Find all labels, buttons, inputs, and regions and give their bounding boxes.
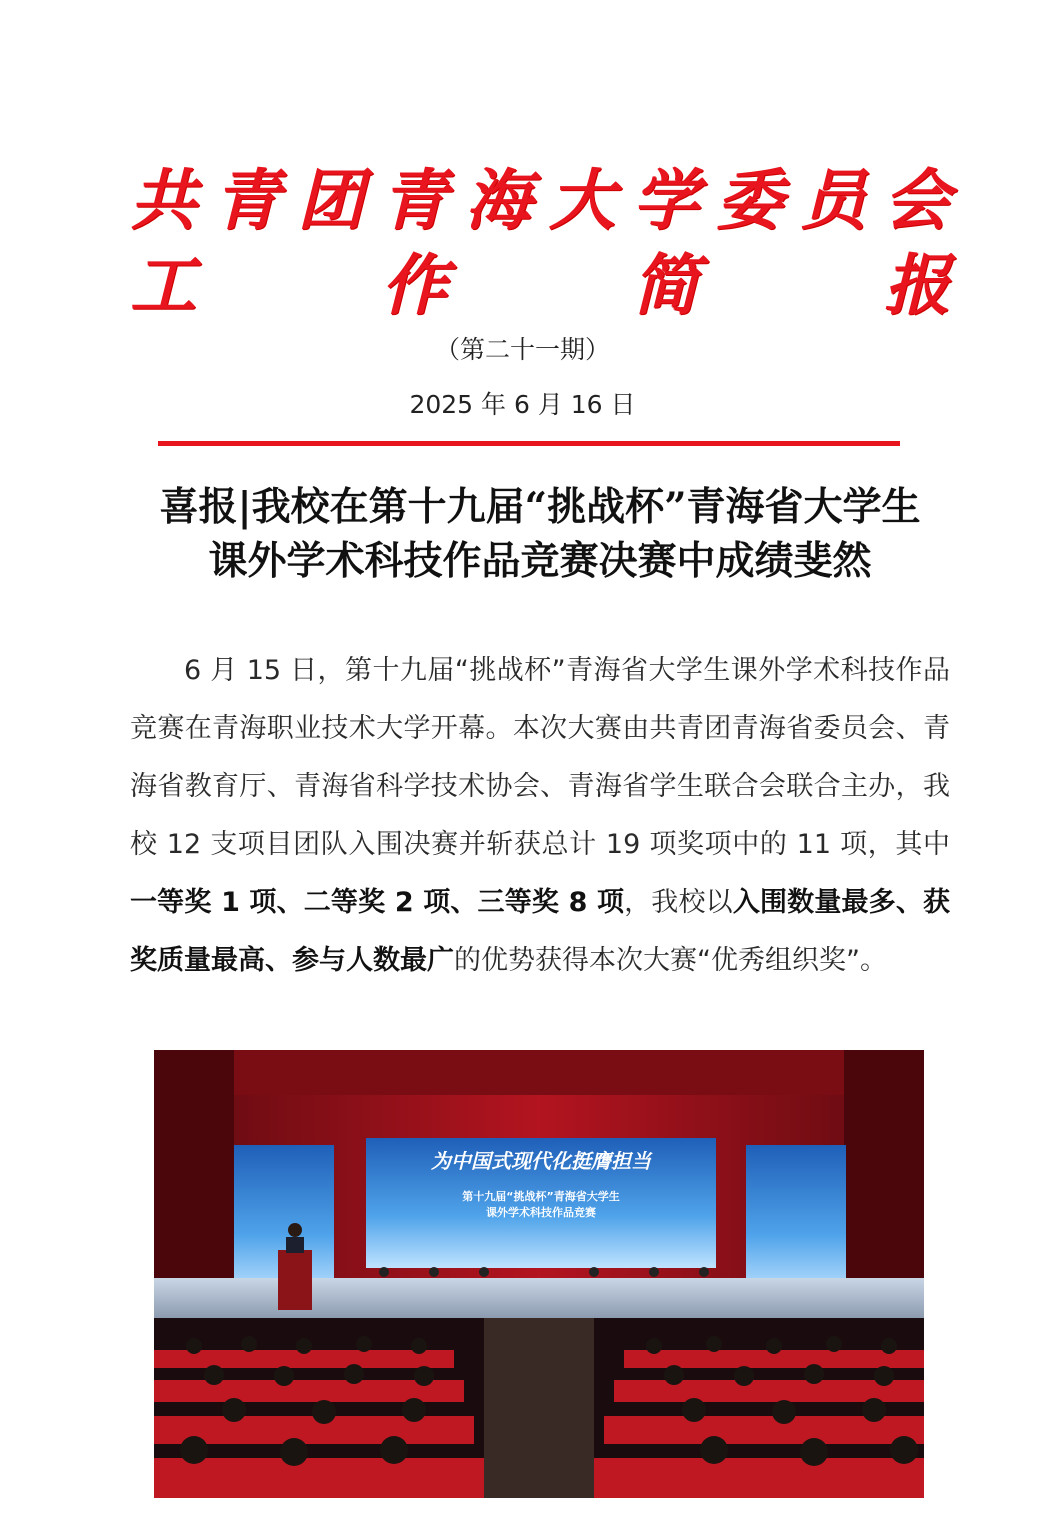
event-photo <box>154 1050 924 1498</box>
podium <box>278 1250 312 1310</box>
auditorium-illustration <box>154 1050 924 1498</box>
headline-line2: 课外学术科技作品竞赛决赛中成绩斐然 <box>208 538 872 584</box>
paragraph-text: 的优势获得本次大赛“优秀组织奖”。 <box>454 945 887 976</box>
masthead-char: 大 <box>548 161 615 239</box>
masthead-line2 <box>130 245 950 325</box>
masthead-char: 报 <box>883 246 950 324</box>
masthead-char: 委 <box>716 161 783 239</box>
side-screen-right <box>746 1145 846 1295</box>
masthead-char: 共 <box>130 161 196 239</box>
masthead-char: 青 <box>381 161 448 239</box>
masthead-char: 作 <box>381 246 448 324</box>
masthead-char: 青 <box>213 161 280 239</box>
headline-line1: 喜报|我校在第十九届“挑战杯”青海省大学生 <box>159 484 921 530</box>
article-headline <box>110 480 970 588</box>
red-divider <box>158 441 900 446</box>
screen-title: 为中国式现代化挺膺担当 <box>431 1149 651 1173</box>
masthead-char: 海 <box>465 161 532 239</box>
paragraph-text: ，我校以 <box>624 887 733 918</box>
masthead-char: 员 <box>800 161 867 239</box>
issue-number: （第二十一期） <box>434 335 610 364</box>
masthead-char: 简 <box>632 246 699 324</box>
article-paragraph <box>130 642 950 990</box>
masthead-line1 <box>130 160 950 240</box>
paragraph-text: 6 月 15 日，第十九届“挑战杯”青海省大学生课外学术科技作品竞赛在青海职业技术大学开幕。本次大赛由共青团青海省委员会、青海省教育厅、青海省科学技术协会、青海省学生联合会联合主办，我校 12 支项目团队入围决赛并斩获总计 19 项奖项中的 11 项，其中 <box>130 655 950 860</box>
masthead-char: 学 <box>632 161 699 239</box>
screen-subtitle-1: 第十九届“挑战杯”青海省大学生 <box>462 1190 620 1203</box>
masthead-char: 工 <box>130 246 196 324</box>
masthead-char: 团 <box>297 161 364 239</box>
screen-subtitle-2: 课外学术科技作品竞赛 <box>486 1206 596 1219</box>
advantage-highlight: 入围数量最多、获奖质量最高、参与人数最广 <box>130 887 951 976</box>
award-highlight: 一等奖 1 项、二等奖 2 项、三等奖 8 项 <box>130 887 625 918</box>
masthead-char: 会 <box>883 161 950 239</box>
issue-date: 2025 年 6 月 16 日 <box>409 390 636 419</box>
